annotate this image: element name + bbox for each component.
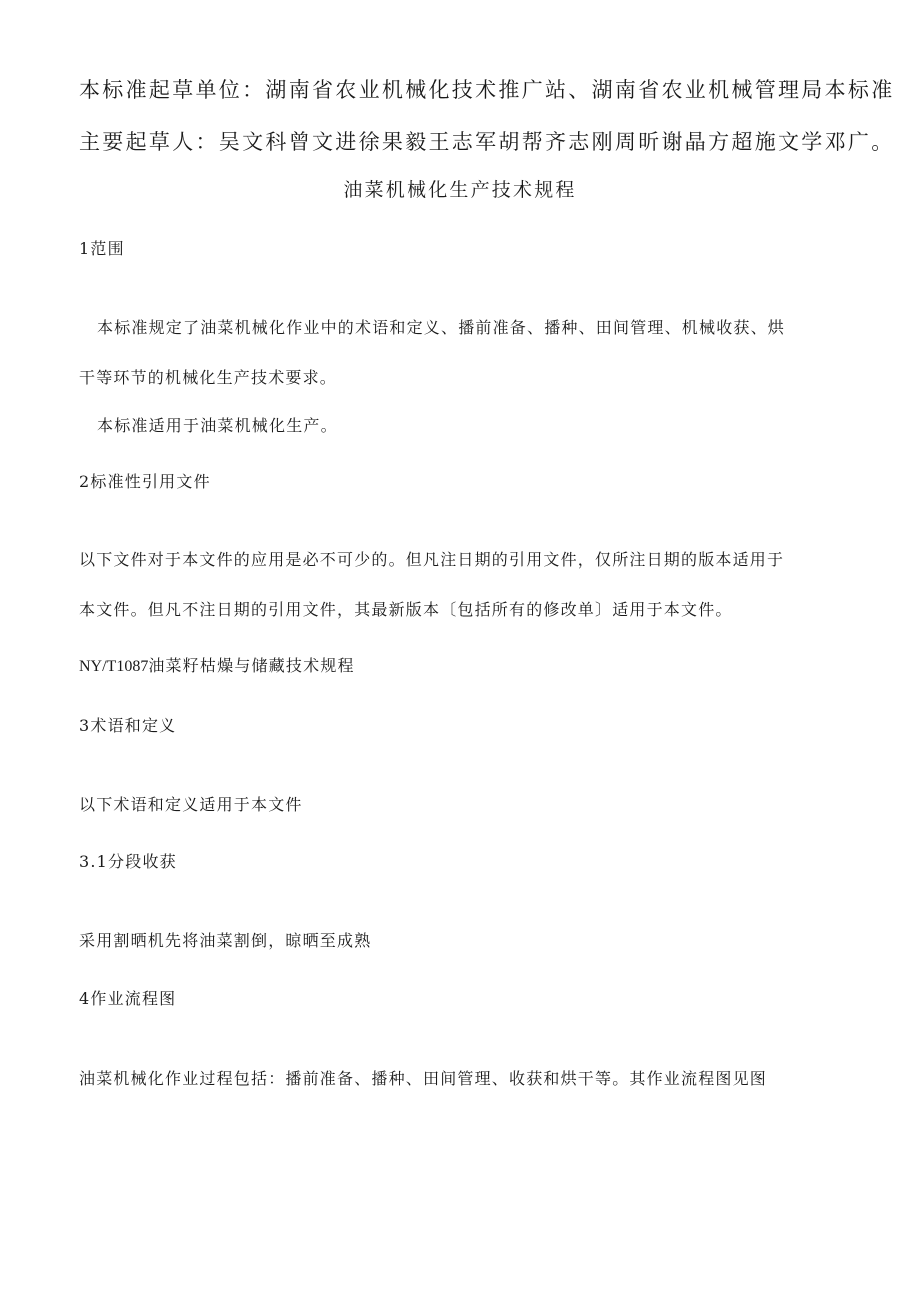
reference-item	[79, 653, 355, 676]
references-paragraph-line2: 本文件。但凡不注日期的引用文件，其最新版本〔包括所有的修改单〕适用于本文件。	[79, 600, 733, 619]
section-heading-scope: 1范围	[79, 239, 125, 258]
scope-paragraph-line2: 干等环节的机械化生产技术要求。	[79, 368, 338, 387]
terms-intro: 以下术语和定义适用于本文件	[79, 795, 303, 814]
reference-title: 油菜籽枯燥与储藏技术规程	[148, 656, 355, 675]
flowchart-paragraph: 油菜机械化作业过程包括：播前准备、播种、田间管理、收获和烘干等。其作业流程图见图	[79, 1069, 768, 1088]
references-paragraph-line1: 以下文件对于本文件的应用是必不可少的。但凡注日期的引用文件，仅所注日期的版本适用于	[79, 550, 785, 569]
section-heading-flowchart: 4作业流程图	[79, 989, 177, 1008]
term-heading-staged-harvest: 3.1分段收获	[79, 852, 177, 871]
scope-paragraph-line1: 本标准规定了油菜机械化作业中的术语和定义、播前准备、播种、田间管理、机械收获、烘	[97, 318, 786, 337]
section-heading-references: 2标准性引用文件	[79, 472, 211, 491]
scope-applicability: 本标准适用于油菜机械化生产。	[97, 416, 338, 435]
term-definition-staged-harvest: 采用割晒机先将油菜割倒，晾晒至成熟	[79, 931, 372, 950]
document-title: 油菜机械化生产技术规程	[343, 179, 577, 201]
section-heading-terms: 3术语和定义	[79, 716, 177, 735]
drafting-units-line: 本标准起草单位：湖南省农业机械化技术推广站、湖南省农业机械管理局本标准	[79, 78, 895, 102]
drafters-line: 主要起草人：吴文科曾文进徐果毅王志军胡帮齐志刚周昕谢晶方超施文学邓广。	[79, 130, 895, 154]
reference-code: NY/T1087	[79, 658, 149, 675]
